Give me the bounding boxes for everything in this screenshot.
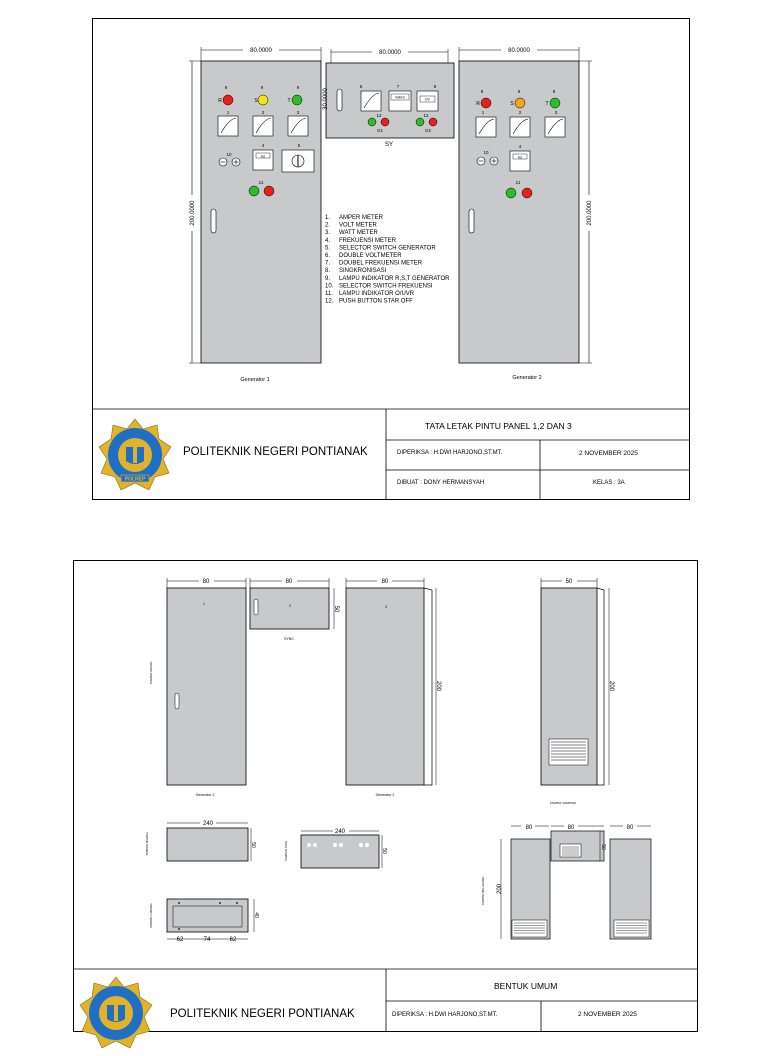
drawing-title: BENTUK UMUM bbox=[494, 981, 558, 991]
drawing-date: 2 NOVEMBER 2025 bbox=[579, 450, 638, 457]
panel-label-sync: SY bbox=[384, 142, 394, 148]
double-frequency-meter-icon bbox=[389, 91, 411, 111]
indicator-lamp-r bbox=[481, 98, 491, 108]
label-side-view: TAMPAK SAMPING bbox=[549, 801, 577, 805]
legend-number: 7. bbox=[325, 260, 331, 267]
panel-door-layout-drawing bbox=[93, 19, 689, 499]
legend-number: 9. bbox=[325, 275, 331, 282]
legend-item: SELECTOR SWITCH FREKUENSI bbox=[339, 283, 433, 290]
legend-item: VOLT METER bbox=[339, 222, 377, 229]
legend-item: SINGKRONISASI bbox=[339, 268, 387, 275]
label-top-view: TAMPAK ATAS bbox=[284, 841, 288, 861]
rear-view bbox=[481, 823, 651, 939]
label-front-view: TAMPAK DEPAN bbox=[149, 661, 153, 685]
dv-label: DV bbox=[425, 97, 430, 102]
lamp-letter-r: R bbox=[218, 98, 222, 104]
ouvr-lamp-red bbox=[522, 188, 532, 198]
volt-meter-icon bbox=[510, 117, 530, 137]
label-9: 9 bbox=[552, 89, 556, 94]
legend-item: LAMPU INDIKATOR O/UVR bbox=[339, 291, 415, 297]
label-11: 11 bbox=[515, 180, 521, 185]
dim-width-panel-2: 80.0000 bbox=[508, 48, 530, 54]
dim-depth: 50 bbox=[381, 848, 387, 854]
indicator-lamp-s bbox=[258, 95, 268, 105]
label-8: 8 bbox=[433, 84, 437, 89]
legend-number: 3. bbox=[325, 230, 331, 237]
dim-width: 80 bbox=[626, 825, 634, 831]
ampere-meter-icon bbox=[476, 117, 496, 137]
legend-item: DOUBEL FREKUENSI METER bbox=[339, 260, 423, 267]
selector-switch-generator-icon bbox=[282, 150, 314, 172]
indicator-lamp-t bbox=[550, 98, 560, 108]
lamp-letter-t: T bbox=[287, 98, 291, 104]
push-button-stop-g2 bbox=[429, 118, 437, 126]
label-10: 10 bbox=[226, 152, 232, 157]
label-2: 2 bbox=[518, 110, 522, 115]
dim-height: 200 bbox=[608, 680, 614, 692]
dim-width: 80 bbox=[285, 579, 293, 585]
school-name: POLITEKNIK NEGERI PONTIANAK bbox=[170, 1008, 355, 1020]
dim-width: 50 bbox=[565, 579, 573, 585]
dim-width: 240 bbox=[202, 821, 214, 827]
door-handle-icon bbox=[469, 209, 474, 233]
front-view-sync bbox=[250, 577, 339, 641]
side-view bbox=[541, 577, 614, 805]
front-view-panel-1 bbox=[149, 577, 246, 797]
title-block-2 bbox=[74, 969, 697, 1031]
label-4: 4 bbox=[518, 144, 522, 149]
label-12: 12 bbox=[423, 113, 429, 118]
top-view bbox=[284, 827, 387, 868]
drawing-date: 2 NOVEMBER 2025 bbox=[578, 1011, 637, 1018]
legend-number: 1. bbox=[325, 215, 331, 221]
push-button-start-g1 bbox=[368, 118, 376, 126]
legend-item: SELECTOR SWITCH GENERATOR bbox=[339, 245, 436, 252]
dim-height-sync: 30.0000 bbox=[323, 88, 329, 110]
label-11: 11 bbox=[258, 180, 264, 185]
front-view-panel-3 bbox=[346, 577, 441, 797]
drawing-title: TATA LETAK PINTU PANEL 1,2 DAN 3 bbox=[425, 421, 572, 431]
label-rear-view: TAMPAK BELAKANG bbox=[481, 876, 485, 906]
g1-label: G1 bbox=[376, 128, 384, 133]
dim-height: 50 bbox=[600, 844, 606, 850]
lamp-letter-s: S bbox=[254, 98, 258, 104]
ouvr-lamp-green bbox=[249, 186, 259, 196]
label-3: 3 bbox=[296, 110, 300, 115]
dim-a: 62 bbox=[176, 937, 184, 943]
panel-sync bbox=[323, 48, 454, 148]
legend-number: 4. bbox=[325, 237, 331, 244]
dim-c: 62 bbox=[229, 937, 237, 943]
component-legend bbox=[325, 215, 450, 305]
label-4: 4 bbox=[261, 143, 265, 148]
dim-height: 200 bbox=[435, 680, 441, 692]
legend-number: 2. bbox=[325, 222, 331, 229]
legend-number: 6. bbox=[325, 253, 331, 259]
drawn-by: DIBUAT : DONY HERMANSYAH bbox=[397, 480, 485, 486]
dim-height-panel-2: 200.0000 bbox=[587, 200, 593, 226]
ventilation-louver-icon bbox=[512, 920, 547, 937]
frequency-meter-icon bbox=[510, 151, 530, 171]
panel-label-generator-1: Generator 1 bbox=[240, 377, 270, 383]
base-view bbox=[149, 899, 259, 943]
label-1: 1 bbox=[481, 110, 485, 115]
hz-label: Hz bbox=[260, 154, 266, 159]
legend-number: 12. bbox=[325, 298, 334, 305]
polnep-logo bbox=[97, 417, 173, 493]
indicator-lamp-r bbox=[223, 95, 233, 105]
push-button-start-g2 bbox=[416, 118, 424, 126]
drawing-sheet-2 bbox=[73, 560, 698, 1032]
dim-depth: 50 bbox=[250, 842, 256, 848]
indicator-lamp-s bbox=[515, 98, 525, 108]
dim-width: 80 bbox=[567, 825, 575, 831]
frequency-meter-icon bbox=[253, 150, 273, 170]
panel-number: 1 bbox=[203, 602, 205, 606]
legend-number: 5. bbox=[325, 245, 331, 252]
ventilation-louver-icon bbox=[614, 920, 649, 937]
door-handle-icon bbox=[211, 209, 216, 233]
legend-item: LAMPU INDIKATOR R,S,T GENERATOR bbox=[339, 275, 450, 282]
legend-item: PUSH BUTTON STAR OFF bbox=[339, 298, 413, 305]
door-handle-icon bbox=[337, 89, 342, 111]
dim-width-sync: 80.0000 bbox=[379, 50, 401, 56]
dim-width: 80 bbox=[202, 579, 210, 585]
school-name: POLITEKNIK NEGERI PONTIANAK bbox=[183, 446, 368, 458]
ventilation-louver-icon bbox=[549, 739, 588, 765]
label-9: 9 bbox=[480, 89, 484, 94]
panel-number: 2 bbox=[289, 604, 291, 608]
g2-label: G2 bbox=[424, 128, 432, 133]
label-generator-1: Generator 1 bbox=[195, 793, 215, 797]
bottom-view bbox=[145, 819, 256, 861]
hz-label: Hz bbox=[517, 155, 523, 160]
dim-b: 74 bbox=[203, 937, 211, 943]
watt-meter-icon bbox=[545, 117, 565, 137]
dim-width: 240 bbox=[334, 829, 346, 835]
panel-number: 3 bbox=[385, 605, 387, 609]
label-1: 1 bbox=[226, 110, 230, 115]
ouvr-lamp-red bbox=[264, 186, 274, 196]
lamp-letter-t: T bbox=[545, 101, 549, 107]
legend-number: 10. bbox=[325, 283, 334, 290]
panel-generator-2 bbox=[459, 46, 593, 381]
indicator-lamp-t bbox=[292, 95, 302, 105]
label-bottom-view: TAMPAK BAWAH bbox=[145, 832, 149, 856]
checked-by: DIPERIKSA : H.DWI HARJONO,ST.MT. bbox=[397, 450, 503, 456]
label-sync: SYNC bbox=[284, 637, 294, 641]
label-2: 2 bbox=[261, 110, 265, 115]
volt-meter-icon bbox=[253, 116, 273, 136]
dim-height: 200 bbox=[497, 883, 503, 895]
legend-number: 11. bbox=[325, 291, 333, 297]
legend-item: DOUBLE VOLTMETER bbox=[339, 253, 402, 259]
legend-item: FREKUENSI METER bbox=[339, 237, 397, 244]
class-label: KELAS : 3A bbox=[593, 480, 625, 486]
label-base-view: TAMPAK LUBANG bbox=[149, 903, 153, 929]
door-handle-icon bbox=[175, 693, 179, 709]
dim-width: 80 bbox=[525, 825, 533, 831]
label-7: 7 bbox=[396, 84, 400, 89]
lamp-letter-r: R bbox=[476, 101, 480, 107]
panel-general-shape-drawing bbox=[74, 561, 697, 1031]
double-voltmeter-icon bbox=[361, 91, 381, 111]
label-10: 10 bbox=[483, 150, 489, 155]
door-handle-icon bbox=[254, 599, 258, 615]
panel-label-generator-2: Generator 2 bbox=[512, 375, 542, 381]
label-12: 12 bbox=[376, 113, 382, 118]
label-6: 6 bbox=[359, 84, 363, 89]
label-9: 9 bbox=[296, 85, 300, 90]
label-9: 9 bbox=[260, 85, 264, 90]
synchronoscope-icon bbox=[417, 91, 438, 111]
ampere-meter-icon bbox=[218, 116, 238, 136]
dim-d: 40 bbox=[253, 912, 259, 918]
dim-width-panel-1: 80.0000 bbox=[250, 48, 272, 54]
dim-height: 50 bbox=[333, 605, 339, 613]
legend-item: AMPER METER bbox=[339, 215, 384, 221]
polnep-logo bbox=[78, 975, 154, 1051]
legend-item: WATT METER bbox=[339, 230, 378, 237]
dim-height-panel-1: 200.0000 bbox=[190, 200, 196, 226]
legend-number: 8. bbox=[325, 268, 331, 275]
label-3: 3 bbox=[554, 110, 558, 115]
lamp-letter-s: S bbox=[510, 101, 514, 107]
volt-hz-label: Volt/Hz bbox=[394, 95, 406, 100]
watt-meter-icon bbox=[288, 116, 308, 136]
drawing-sheet-1 bbox=[92, 18, 690, 500]
label-generator-2: Generator 2 bbox=[375, 793, 395, 797]
label-5: 5 bbox=[297, 143, 301, 148]
ouvr-lamp-green bbox=[506, 188, 516, 198]
dim-width: 80 bbox=[381, 579, 389, 585]
push-button-stop-g1 bbox=[381, 118, 389, 126]
checked-by: DIPERIKSA : H.DWI HARJONO,ST.MT. bbox=[392, 1012, 498, 1018]
label-9: 9 bbox=[224, 85, 228, 90]
panel-generator-1 bbox=[188, 46, 321, 383]
label-9: 9 bbox=[517, 89, 521, 94]
logo-banner: POLNEP bbox=[124, 476, 146, 483]
